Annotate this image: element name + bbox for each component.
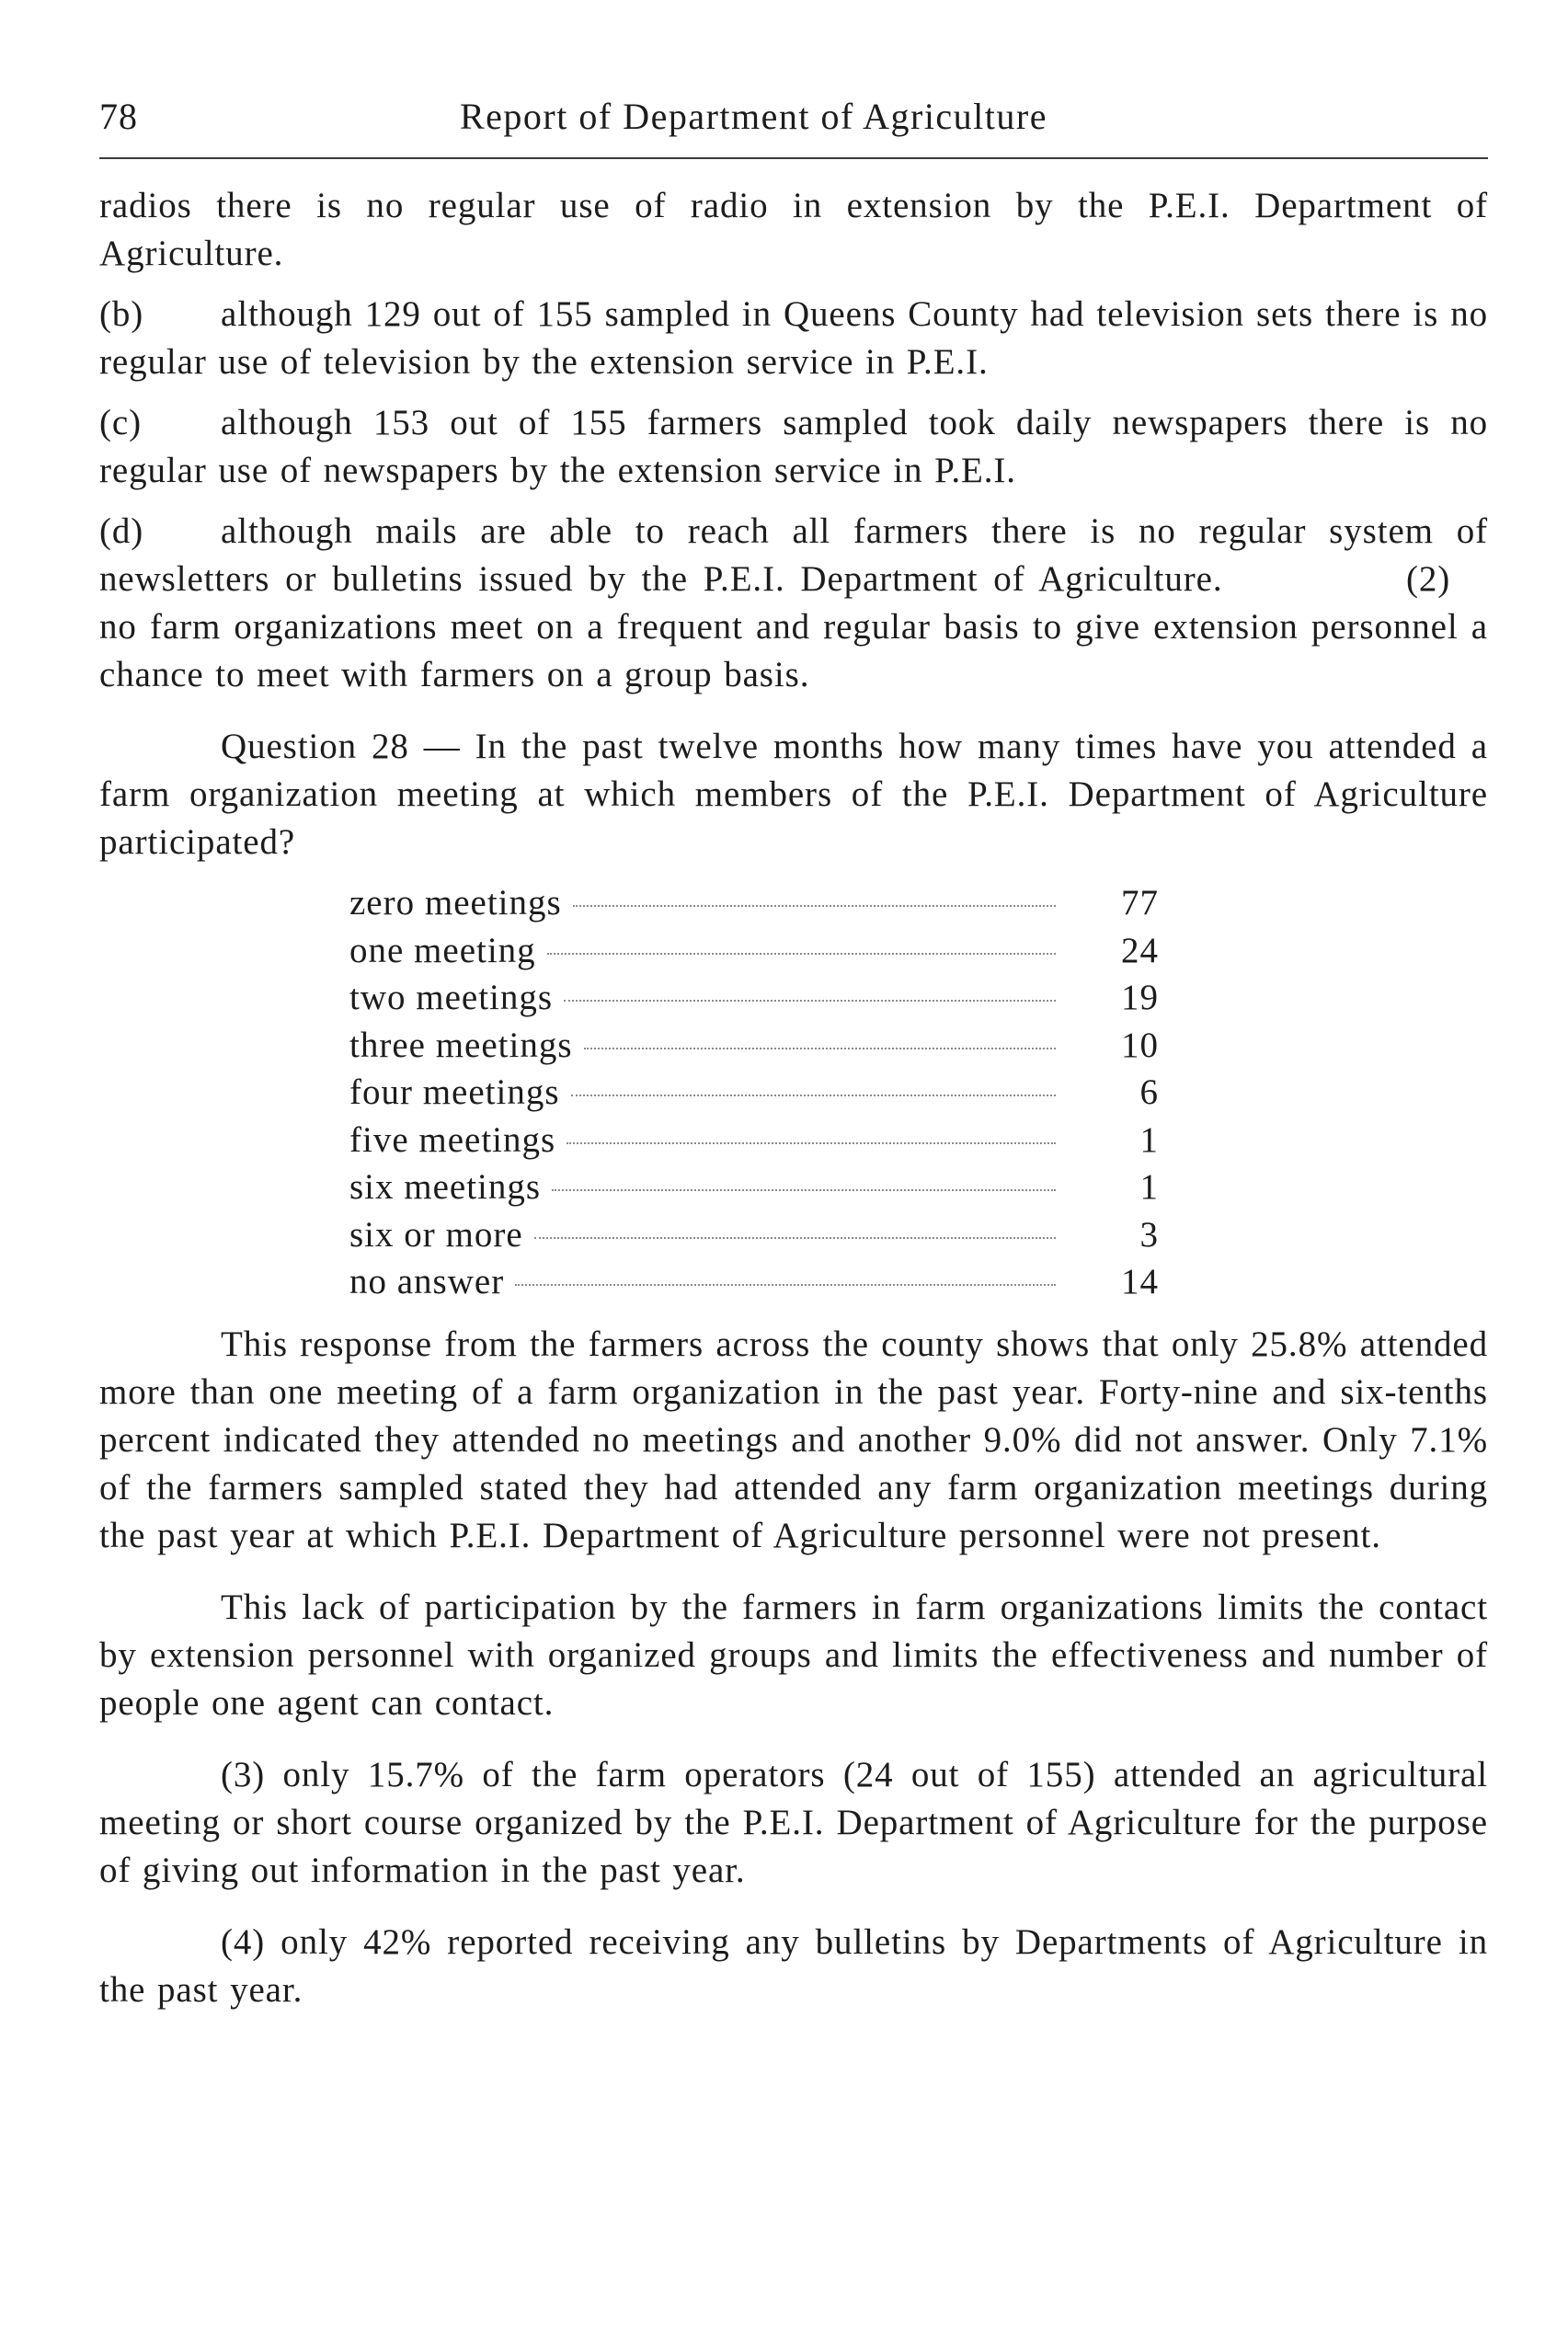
paragraph-radios: radios there is no regular use of radio in extension by the P.E.I. Department of Agriculture. (99, 186, 1488, 273)
paragraph-b (99, 291, 1488, 386)
tally-row (349, 1022, 1159, 1070)
paragraph-lack: This lack of participation by the farmers in farm organizations limits the contact by extension personnel with organized groups and limits the effectiveness and number of people one agent can contact. (99, 1587, 1488, 1723)
tally-row (349, 927, 1159, 975)
tally-label: five meetings (349, 1119, 556, 1160)
page-number: 78 (99, 96, 138, 137)
meeting-tally-table (349, 879, 1159, 1306)
tally-row (349, 1164, 1159, 1211)
tally-count: 1 (1139, 1167, 1159, 1207)
tally-label: six or more (349, 1214, 523, 1255)
dot-leader (564, 1000, 1056, 1002)
tally-label: no answer (349, 1262, 505, 1301)
tally-count: 19 (1121, 978, 1159, 1017)
dot-leader (573, 905, 1056, 907)
tally-label: three meetings (349, 1025, 573, 1065)
tally-row (349, 1117, 1159, 1164)
item-marker-c: (c) (99, 403, 142, 442)
tally-label: zero meetings (349, 883, 562, 923)
tally-label: six meetings (349, 1167, 542, 1207)
tally-count: 10 (1121, 1025, 1159, 1065)
paragraph-2-text: no farm organizations meet on a frequent and regular basis to give extension personnel a chance to meet with farmers on a group basis. (99, 607, 1488, 694)
dot-leader (552, 1189, 1056, 1191)
question-28: Question 28 — In the past twelve months how many times have you attended a farm organization meeting at which members of the P.E.I. Department of Agriculture participated? (99, 727, 1488, 862)
dot-leader (547, 953, 1056, 955)
tally-row (349, 879, 1159, 927)
tally-count: 24 (1121, 930, 1159, 970)
tally-row (349, 1069, 1159, 1117)
tally-count: 77 (1121, 883, 1159, 923)
tally-row (349, 1211, 1159, 1259)
paragraph-d-text: although mails are able to reach all farmers there is no regular system of newsletters or bulletins issued by the P.E.I. Department of Agriculture. (99, 511, 1488, 599)
item-marker-b: (b) (99, 294, 144, 334)
body-text (99, 182, 1488, 2027)
paragraph-4: (4) only 42% reported receiving any bulletins by Departments of Agriculture in the past year. (99, 1921, 1488, 2010)
paragraph-response: This response from the farmers across the county shows that only 25.8% attended more than one meeting of a farm organization in the past year. Forty-nine and six-tenths percent indicated they attended no meetings and another 9.0% did not answer. Only 7.1% of the farmers sampled stated they had attended any farm organization meetings during the past year at which P.E.I. Department of Agriculture personnel were not present. (99, 1324, 1488, 1555)
dot-leader (567, 1142, 1056, 1144)
dot-leader (584, 1048, 1057, 1049)
paragraph-c (99, 399, 1488, 495)
tally-count: 3 (1139, 1214, 1159, 1255)
page-header (99, 95, 1488, 150)
dot-leader (534, 1237, 1056, 1239)
dot-leader (571, 1095, 1056, 1096)
tally-label: one meeting (349, 930, 536, 970)
paragraph-b-text: although 129 out of 155 sampled in Queens County had television sets there is no regular use of television by the extension service in P.E.I. (99, 294, 1488, 382)
running-head: Report of Department of Agriculture (460, 96, 1047, 137)
dot-leader (515, 1284, 1056, 1286)
paragraph-d (99, 508, 1488, 699)
header-rule (99, 157, 1488, 159)
tally-count: 6 (1139, 1072, 1159, 1112)
item-marker-2: (2) (1406, 559, 1451, 599)
tally-count: 14 (1121, 1262, 1159, 1301)
paragraph-3: (3) only 15.7% of the farm operators (24 out of 155) attended an agricultural meeting or short course organized by the P.E.I. Department of Agriculture for the purpose of giving out information in the past year. (99, 1754, 1488, 1890)
tally-row (349, 974, 1159, 1022)
paragraph-c-text: although 153 out of 155 farmers sampled took daily newspapers there is no regular use of newspapers by the extension service in P.E.I. (99, 403, 1488, 490)
tally-row (349, 1258, 1159, 1306)
tally-label: two meetings (349, 978, 554, 1017)
tally-label: four meetings (349, 1072, 560, 1112)
item-marker-d: (d) (99, 511, 144, 551)
tally-count: 1 (1139, 1119, 1159, 1160)
